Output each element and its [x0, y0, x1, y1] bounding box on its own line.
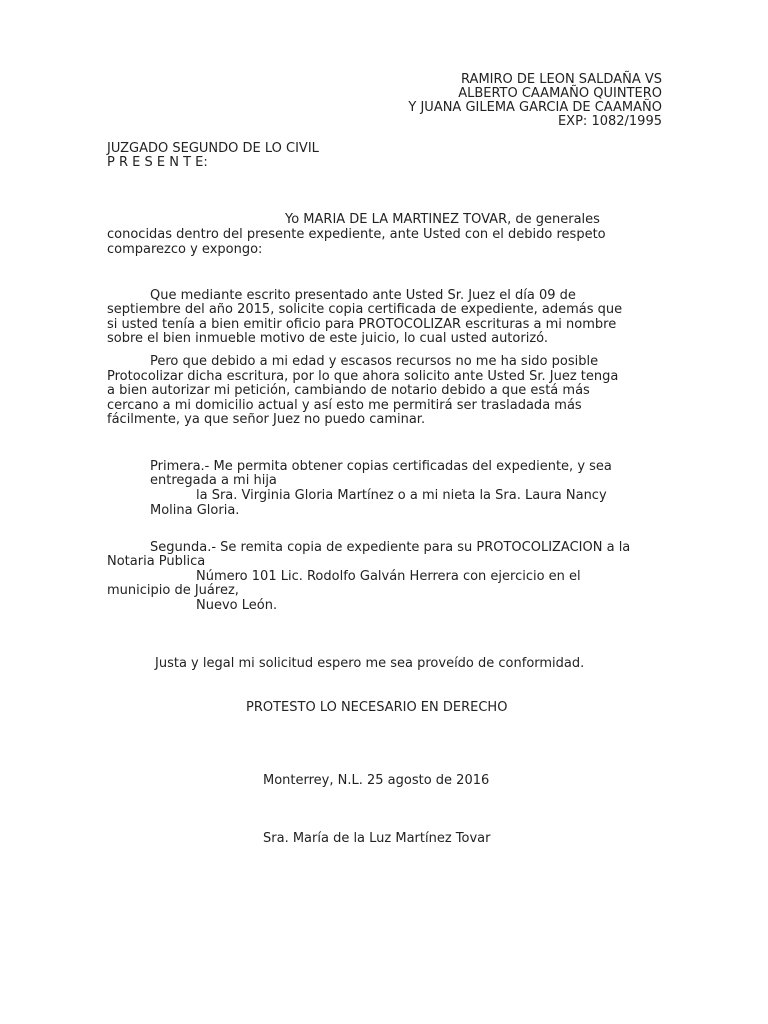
segunda-line-3: Número 101 Lic. Rodolfo Galván Herrera con ejercicio en el: [196, 569, 581, 584]
closing-protest: PROTESTO LO NECESARIO EN DERECHO: [246, 700, 508, 715]
paragraph1-line-1: Que mediante escrito presentado ante Usted Sr. Juez el día 09 de: [150, 288, 576, 303]
paragraph2-line-2: Protocolizar dicha escritura, por lo que ahora solicito ante Usted Sr. Juez tenga: [107, 369, 619, 384]
primera-line-3: la Sra. Virginia Gloria Martínez o a mi nieta la Sra. Laura Nancy: [196, 488, 607, 503]
signature-name: Sra. María de la Luz Martínez Tovar: [263, 831, 491, 846]
court-name: JUZGADO SEGUNDO DE LO CIVIL: [107, 141, 319, 156]
paragraph2-line-4: cercano a mi domicilio actual y así esto me permitirá ser trasladada más: [107, 398, 582, 413]
primera-line-2: entregada a mi hija: [150, 473, 277, 488]
intro-line-3: comparezco y expongo:: [107, 242, 263, 257]
header-party-line-3: Y JUANA GILEMA GARCIA DE CAAMAÑO: [408, 100, 662, 115]
presente-heading: P R E S E N T E:: [107, 155, 208, 170]
closing-request: Justa y legal mi solicitud espero me sea proveído de conformidad.: [155, 656, 585, 671]
paragraph1-line-2: septiembre del año 2015, solicite copia certificada de expediente, además que: [107, 302, 623, 317]
primera-line-4: Molina Gloria.: [150, 503, 240, 518]
intro-line-1: Yo MARIA DE LA MARTINEZ TOVAR, de generales: [285, 212, 600, 227]
paragraph1-line-4: sobre el bien inmueble motivo de este juicio, lo cual usted autorizó.: [107, 331, 548, 346]
segunda-line-2: Notaria Publica: [107, 554, 206, 569]
segunda-line-4: municipio de Juárez,: [107, 583, 239, 598]
paragraph2-line-3: a bien autorizar mi petición, cambiando de notario debido a que está más: [107, 383, 590, 398]
primera-line-1: Primera.- Me permita obtener copias certificadas del expediente, y sea: [150, 459, 612, 474]
segunda-line-1: Segunda.- Se remita copia de expediente para su PROTOCOLIZACION a la: [150, 540, 631, 555]
paragraph2-line-1: Pero que debido a mi edad y escasos recursos no me ha sido posible: [150, 354, 599, 369]
header-party-line-1: RAMIRO DE LEON SALDAÑA VS: [461, 72, 662, 87]
paragraph2-line-5: fácilmente, ya que señor Juez no puedo caminar.: [107, 412, 426, 427]
paragraph1-line-3: si usted tenía a bien emitir oficio para PROTOCOLIZAR escrituras a mi nombre: [107, 317, 617, 332]
segunda-line-5: Nuevo León.: [196, 598, 278, 613]
header-party-line-2: ALBERTO CAAMAÑO QUINTERO: [458, 86, 662, 101]
closing-place-date: Monterrey, N.L. 25 agosto de 2016: [263, 773, 490, 788]
intro-line-2: conocidas dentro del presente expediente, ante Usted con el debido respeto: [107, 227, 606, 242]
header-expediente: EXP: 1082/1995: [557, 114, 662, 129]
